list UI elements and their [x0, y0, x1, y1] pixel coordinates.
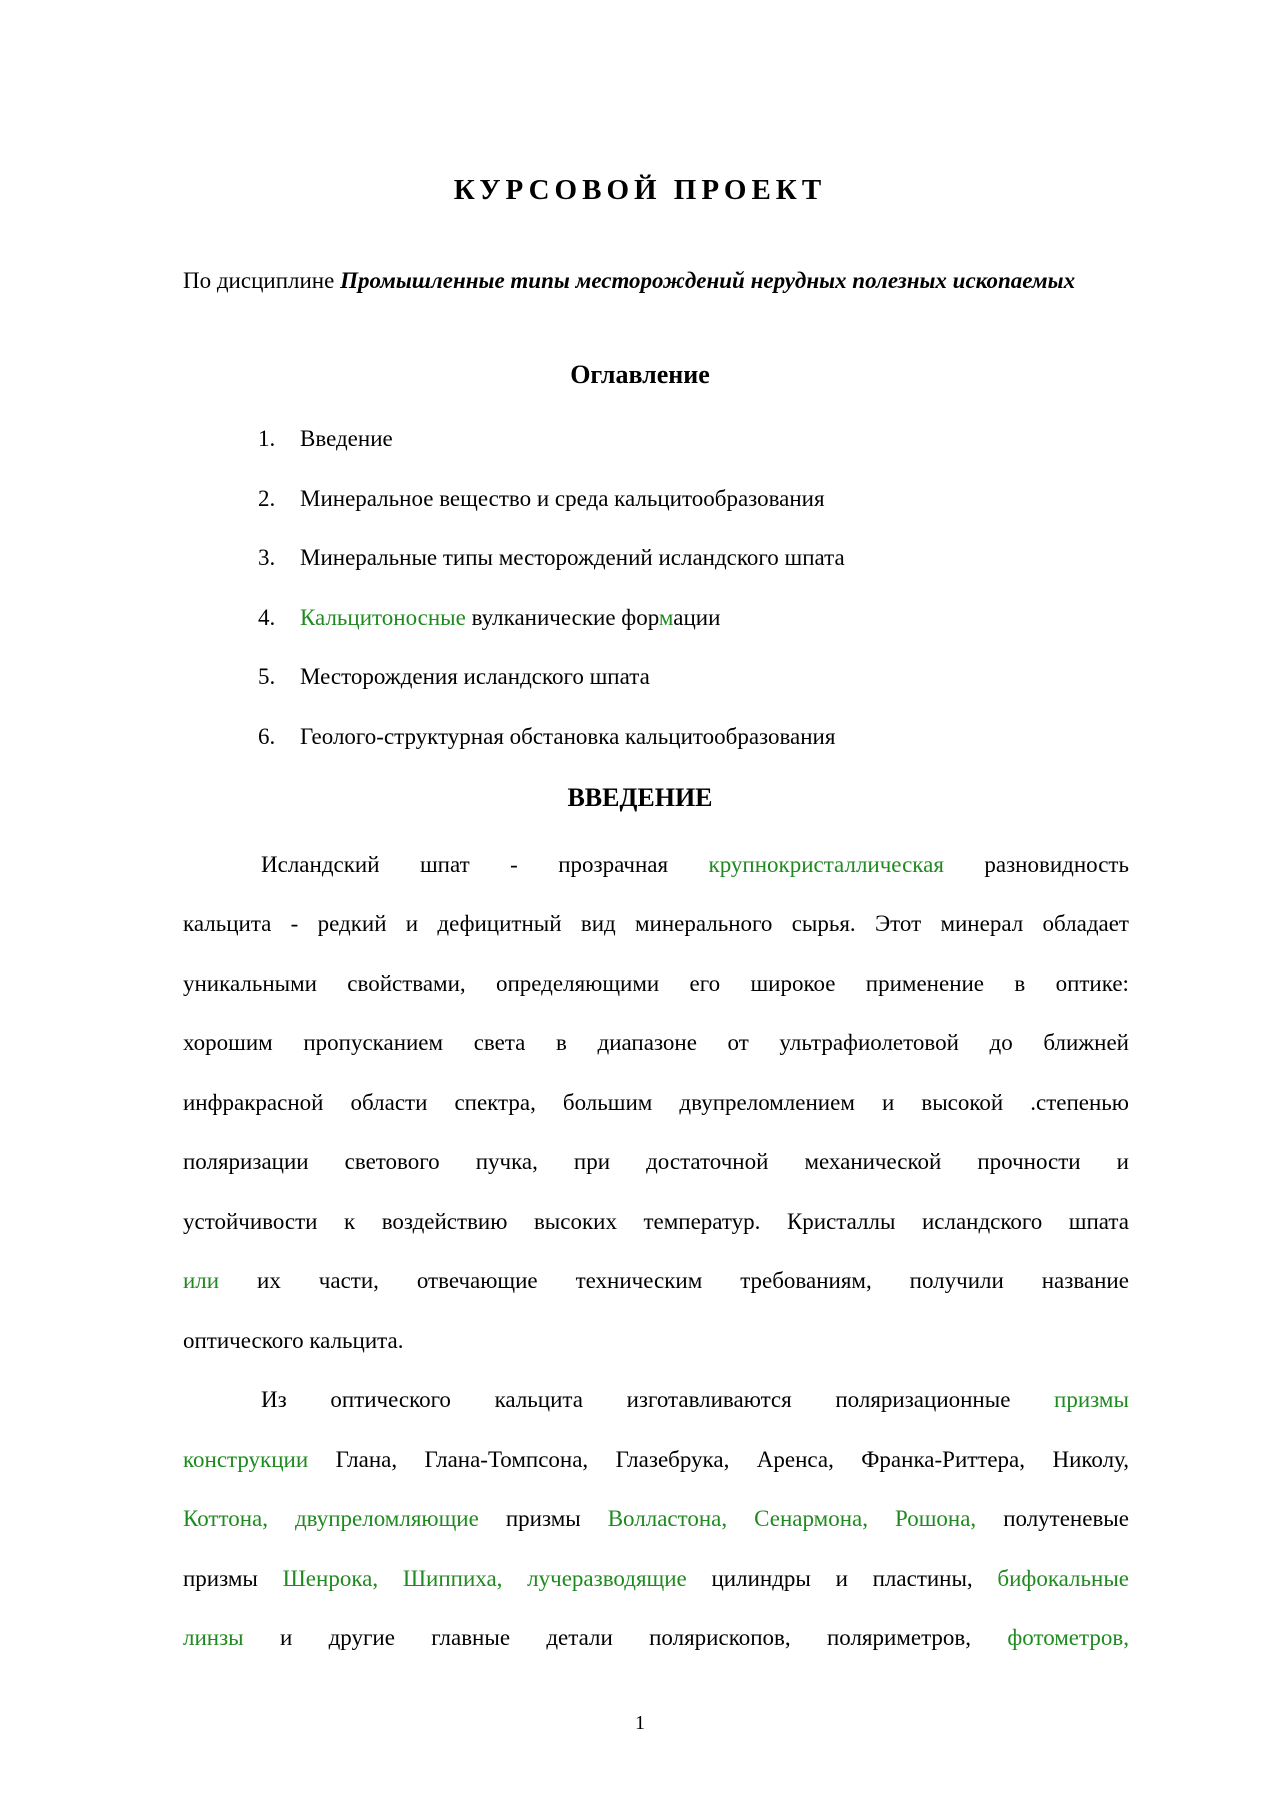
word: Волластона,: [607, 1506, 728, 1531]
word: Шиппиха,: [402, 1566, 503, 1591]
paragraph-line: [183, 1503, 1129, 1535]
word: применение: [865, 971, 985, 996]
word: или: [183, 1268, 220, 1293]
word: изготавливаются: [626, 1387, 792, 1412]
word: части,: [318, 1268, 379, 1293]
discipline-subject: Промышленные типы месторождений нерудных полезных ископаемых: [340, 268, 1076, 293]
word: обладает: [1042, 911, 1129, 936]
word: Рошона,: [894, 1506, 977, 1531]
word: пластины,: [872, 1566, 973, 1591]
toc-item-text: Минеральные типы месторождений исландского шпата: [300, 545, 845, 570]
word: механической: [804, 1149, 942, 1174]
word: ближней: [1043, 1030, 1129, 1055]
word: поляриметров,: [826, 1625, 972, 1650]
paragraph-line: [183, 1265, 1129, 1297]
word: получили: [909, 1268, 1004, 1293]
word: призмы: [183, 1566, 258, 1591]
word: Франка-Риттера,: [861, 1447, 1026, 1472]
word: крупнокристаллическая: [708, 852, 944, 877]
word: его: [689, 971, 721, 996]
toc-item-number: 2.: [258, 486, 276, 511]
paragraph-line: [183, 1087, 1129, 1119]
toc-item-number: 4.: [258, 605, 276, 630]
word: требованиям,: [740, 1268, 872, 1293]
word: полутеневые: [1003, 1506, 1129, 1531]
word: к: [344, 1209, 356, 1234]
word: название: [1041, 1268, 1129, 1293]
word: Шенрока,: [282, 1566, 379, 1591]
word: широкое: [750, 971, 836, 996]
word: .степенью: [1030, 1090, 1129, 1115]
word: кальцита.: [309, 1328, 404, 1353]
word: главные: [431, 1625, 511, 1650]
word: достаточной: [646, 1149, 769, 1174]
toc-item-text: Месторождения исландского шпата: [300, 664, 650, 689]
word: -: [290, 911, 299, 936]
word: призмы: [1054, 1387, 1129, 1412]
word: шпата: [1068, 1209, 1129, 1234]
toc-item-text: Минеральное вещество и среда кальцитообразования: [300, 486, 825, 511]
word: полярископов,: [649, 1625, 791, 1650]
word: от: [727, 1030, 749, 1055]
word: Глана-Томпсона,: [424, 1447, 589, 1472]
word: исландского: [921, 1209, 1043, 1234]
paragraph-line: [183, 1206, 1129, 1238]
word: фотометров,: [1007, 1625, 1129, 1650]
word: диапазоне: [597, 1030, 697, 1055]
paragraph-line: [183, 968, 1129, 1000]
discipline-prefix: По дисциплине: [183, 268, 341, 293]
word: двупреломляющие: [294, 1506, 479, 1531]
word: поляризации: [183, 1149, 309, 1174]
word: области: [350, 1090, 428, 1115]
word: и: [279, 1625, 293, 1650]
paragraph-line: [183, 849, 1129, 881]
word: бифокальные: [997, 1566, 1129, 1591]
word: цилиндры: [711, 1566, 811, 1591]
word: до: [989, 1030, 1013, 1055]
word: пропусканием: [303, 1030, 444, 1055]
word: дефицитный: [437, 911, 562, 936]
page-number: 1: [635, 1712, 645, 1734]
word: прозрачная: [558, 852, 669, 877]
word: призмы: [505, 1506, 581, 1531]
word: и: [835, 1566, 848, 1591]
paragraph-line: [183, 1325, 1129, 1357]
word: -: [510, 852, 518, 877]
word: Из: [261, 1387, 287, 1412]
toc-heading: Оглавление: [570, 360, 710, 389]
toc-item-number: 6.: [258, 724, 276, 749]
word: отвечающие: [416, 1268, 538, 1293]
toc-item-text-highlight: м: [658, 605, 674, 630]
paragraph-line: [183, 1027, 1129, 1059]
toc-item-text-highlight: Кальцитоносные: [300, 605, 466, 630]
word: температур.: [643, 1209, 761, 1234]
paragraph-line: [183, 1444, 1129, 1476]
word: хорошим: [183, 1030, 273, 1055]
paragraph-line: [183, 908, 1129, 940]
word: высоких: [533, 1209, 617, 1234]
word: Глазебрука,: [615, 1447, 730, 1472]
word: Сенармона,: [754, 1506, 868, 1531]
word: высокой: [921, 1090, 1004, 1115]
toc-item-text-rest: ации: [673, 605, 721, 630]
word: минерального: [634, 911, 773, 936]
word: кальцита: [183, 911, 272, 936]
word: Этот: [874, 911, 922, 936]
word: лучеразводящие: [527, 1566, 687, 1591]
word: света: [473, 1030, 526, 1055]
word: Кристаллы: [786, 1209, 896, 1234]
word: прочности: [977, 1149, 1081, 1174]
word: Исландский: [261, 852, 380, 877]
paragraph-line: [183, 1146, 1129, 1178]
word: устойчивости: [183, 1209, 318, 1234]
toc-item-number: 1.: [258, 426, 276, 451]
word: другие: [328, 1625, 395, 1650]
word: Аренса,: [756, 1447, 834, 1472]
word: уникальными: [183, 971, 317, 996]
toc-item-number: 5.: [258, 664, 276, 689]
word: спектра,: [454, 1090, 536, 1115]
word: в: [1014, 971, 1026, 996]
word: Глана,: [335, 1447, 398, 1472]
paragraph-line: [183, 1384, 1129, 1416]
word: оптике:: [1055, 971, 1129, 996]
word: инфракрасной: [183, 1090, 324, 1115]
word: пучка,: [475, 1149, 538, 1174]
word: техническим: [575, 1268, 703, 1293]
word: воздействию: [381, 1209, 508, 1234]
word: Коттона,: [183, 1506, 268, 1531]
word: разновидность: [984, 852, 1129, 877]
word: линзы: [183, 1625, 244, 1650]
word: и: [1116, 1149, 1129, 1174]
word: сырья.: [791, 911, 856, 936]
toc-item-text: [300, 603, 720, 633]
word: свойствами,: [347, 971, 466, 996]
word: ультрафиолетовой: [779, 1030, 959, 1055]
word: оптического: [183, 1328, 304, 1353]
paragraph-line: [183, 1622, 1129, 1654]
toc-item-text: Геолого-структурная обстановка кальцитообразования: [300, 724, 836, 749]
word: шпат: [419, 852, 470, 877]
word: минерал: [940, 911, 1024, 936]
word: редкий: [317, 911, 387, 936]
toc-item-number: 3.: [258, 545, 276, 570]
word: и: [405, 911, 419, 936]
word: оптического: [330, 1387, 451, 1412]
word: большим: [562, 1090, 653, 1115]
word: и: [881, 1090, 895, 1115]
document-title: КУРСОВОЙ ПРОЕКТ: [453, 174, 827, 206]
word: вид: [580, 911, 616, 936]
word: Николу,: [1052, 1447, 1129, 1472]
word: при: [573, 1149, 611, 1174]
word: светового: [344, 1149, 440, 1174]
word: детали: [546, 1625, 613, 1650]
section-heading: ВВЕДЕНИЕ: [567, 783, 713, 812]
toc-item-text-rest: вулканические фор: [465, 605, 659, 630]
word: двупреломлением: [679, 1090, 855, 1115]
word: конструкции: [183, 1447, 309, 1472]
toc-item-text: Введение: [300, 426, 393, 451]
paragraph-line: [183, 1563, 1129, 1595]
word: поляризационные: [835, 1387, 1011, 1412]
word: их: [257, 1268, 281, 1293]
word: в: [556, 1030, 567, 1055]
word: кальцита: [494, 1387, 583, 1412]
word: определяющими: [495, 971, 660, 996]
discipline-line: [183, 265, 1123, 296]
